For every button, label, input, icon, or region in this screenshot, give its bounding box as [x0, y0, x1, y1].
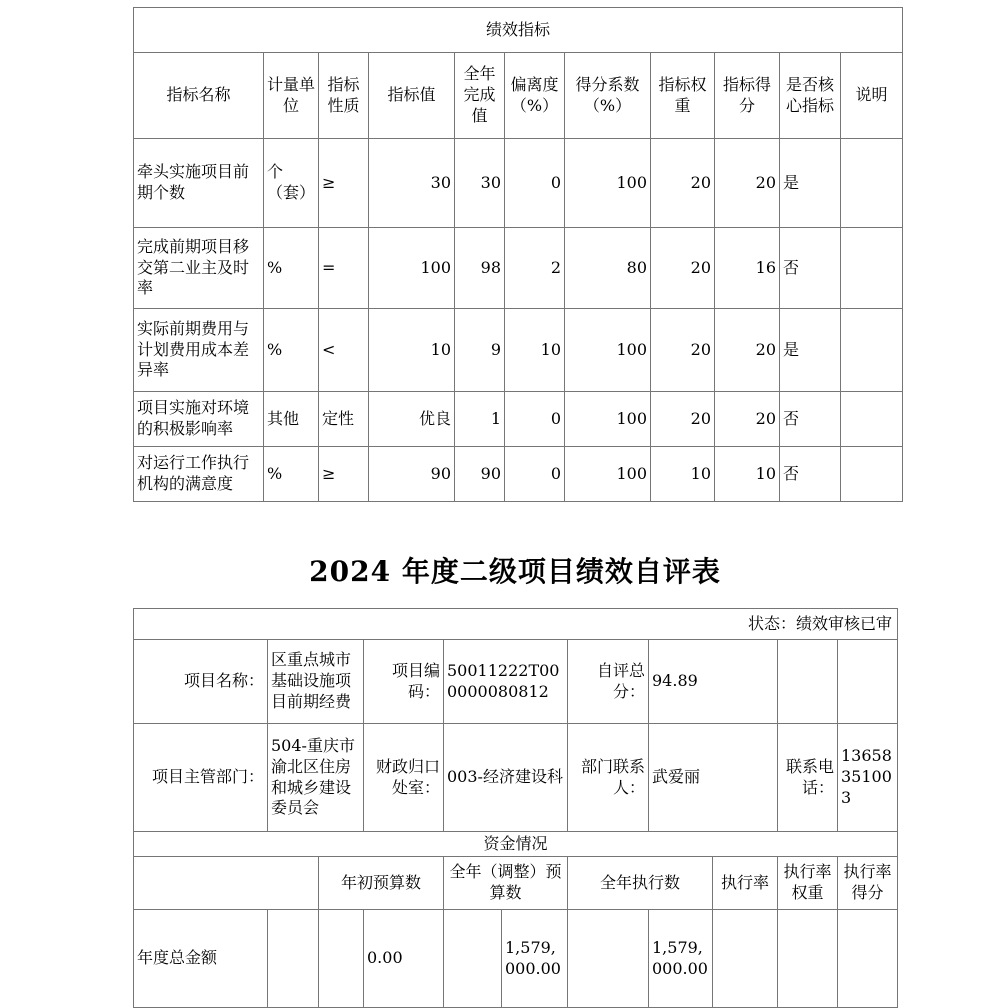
indicator-name-cell: 项目实施对环境的积极影响率 — [134, 392, 264, 447]
indicator-coefficient-cell: 100 — [565, 309, 651, 392]
indicator-core-cell: 是 — [780, 309, 841, 392]
self-score-value: 94.89 — [649, 640, 778, 724]
indicator-nature-cell: ≥ — [319, 447, 369, 502]
funding-header-row — [134, 857, 898, 910]
finance-office-label: 财政归口处室： — [364, 724, 444, 832]
indicator-weight-cell: 20 — [651, 228, 715, 309]
empty-cell — [134, 857, 319, 910]
header-score: 指标得分 — [715, 53, 780, 139]
indicator-weight-cell: 20 — [651, 309, 715, 392]
indicator-row — [134, 392, 903, 447]
header-nature: 指标性质 — [319, 53, 369, 139]
header-weight: 指标权重 — [651, 53, 715, 139]
indicator-name-cell: 完成前期项目移交第二业主及时率 — [134, 228, 264, 309]
indicator-target-cell: 30 — [369, 139, 455, 228]
indicator-section-title: 绩效指标 — [134, 8, 903, 53]
indicator-name-cell: 对运行工作执行机构的满意度 — [134, 447, 264, 502]
indicator-completed-cell: 1 — [455, 392, 505, 447]
indicator-nature-cell: = — [319, 228, 369, 309]
indicator-unit-cell: % — [264, 228, 319, 309]
indicator-unit-cell: 个（套） — [264, 139, 319, 228]
contact-person-label: 部门联系人： — [568, 724, 649, 832]
adjusted-budget-value: 1,579,000.00 — [502, 910, 568, 1008]
empty-cell — [444, 910, 502, 1008]
header-core: 是否核心指标 — [780, 53, 841, 139]
indicator-coefficient-cell: 100 — [565, 139, 651, 228]
indicator-completed-cell: 98 — [455, 228, 505, 309]
indicator-completed-cell: 9 — [455, 309, 505, 392]
header-rate-score: 执行率得分 — [838, 857, 898, 910]
indicator-deviation-cell: 10 — [505, 309, 565, 392]
indicator-note-cell — [841, 309, 903, 392]
project-code-value: 50011222T000000080812 — [444, 640, 568, 724]
rate-weight-value — [778, 910, 838, 1008]
indicator-target-cell: 10 — [369, 309, 455, 392]
indicator-note-cell — [841, 228, 903, 309]
executed-value: 1,579,000.00 — [649, 910, 713, 1008]
department-value: 504-重庆市渝北区住房和城乡建设委员会 — [268, 724, 364, 832]
indicator-note-cell — [841, 447, 903, 502]
page-title: 2024 年度二级项目绩效自评表 — [309, 555, 721, 588]
project-name-label: 项目名称： — [134, 640, 268, 724]
indicator-score-cell: 20 — [715, 392, 780, 447]
initial-budget-value: 0.00 — [364, 910, 444, 1008]
annual-total-label: 年度总金额 — [134, 910, 268, 1008]
indicator-target-cell: 90 — [369, 447, 455, 502]
indicator-core-cell: 是 — [780, 139, 841, 228]
indicator-coefficient-cell: 100 — [565, 392, 651, 447]
contact-person-value: 武爱丽 — [649, 724, 778, 832]
funding-section-title: 资金情况 — [134, 832, 898, 857]
self-score-label: 自评总分： — [568, 640, 649, 724]
header-executed: 全年执行数 — [568, 857, 713, 910]
header-unit: 计量单位 — [264, 53, 319, 139]
indicator-score-cell: 10 — [715, 447, 780, 502]
indicator-target-cell: 优良 — [369, 392, 455, 447]
indicator-completed-cell: 30 — [455, 139, 505, 228]
indicator-nature-cell: 定性 — [319, 392, 369, 447]
department-label: 项目主管部门： — [134, 724, 268, 832]
indicator-weight-cell: 20 — [651, 139, 715, 228]
indicator-completed-cell: 90 — [455, 447, 505, 502]
indicator-table — [133, 7, 903, 502]
header-note: 说明 — [841, 53, 903, 139]
finance-office-value: 003-经济建设科 — [444, 724, 568, 832]
indicator-row — [134, 447, 903, 502]
indicator-nature-cell: < — [319, 309, 369, 392]
header-adjusted-budget: 全年（调整）预算数 — [444, 857, 568, 910]
header-target: 指标值 — [369, 53, 455, 139]
empty-cell — [568, 910, 649, 1008]
indicator-note-cell — [841, 139, 903, 228]
header-coefficient: 得分系数（%） — [565, 53, 651, 139]
execution-rate-value — [713, 910, 778, 1008]
indicator-row — [134, 309, 903, 392]
indicator-weight-cell: 20 — [651, 392, 715, 447]
indicator-core-cell: 否 — [780, 228, 841, 309]
status-badge: 状态：绩效审核已审 — [134, 609, 898, 640]
empty-cell — [778, 640, 838, 724]
indicator-target-cell: 100 — [369, 228, 455, 309]
funding-data-row — [134, 910, 898, 1008]
indicator-unit-cell: 其他 — [264, 392, 319, 447]
indicator-deviation-cell: 0 — [505, 392, 565, 447]
indicator-core-cell: 否 — [780, 447, 841, 502]
indicator-header-row — [134, 53, 903, 139]
empty-cell — [319, 910, 364, 1008]
indicator-name-cell: 牵头实施项目前期个数 — [134, 139, 264, 228]
header-rate-weight: 执行率权重 — [778, 857, 838, 910]
indicator-nature-cell: ≥ — [319, 139, 369, 228]
indicator-coefficient-cell: 80 — [565, 228, 651, 309]
header-completed: 全年完成值 — [455, 53, 505, 139]
phone-label: 联系电话： — [778, 724, 838, 832]
phone-value: 13658351003 — [838, 724, 898, 832]
indicator-unit-cell: % — [264, 447, 319, 502]
header-deviation: 偏离度（%） — [505, 53, 565, 139]
indicator-score-cell: 20 — [715, 309, 780, 392]
header-initial-budget: 年初预算数 — [319, 857, 444, 910]
indicator-deviation-cell: 0 — [505, 447, 565, 502]
indicator-unit-cell: % — [264, 309, 319, 392]
indicator-row — [134, 228, 903, 309]
indicator-weight-cell: 10 — [651, 447, 715, 502]
indicator-note-cell — [841, 392, 903, 447]
empty-cell — [268, 910, 319, 1008]
self-evaluation-table — [133, 608, 898, 1008]
indicator-coefficient-cell: 100 — [565, 447, 651, 502]
empty-cell — [838, 640, 898, 724]
project-info-row — [134, 640, 898, 724]
indicator-deviation-cell: 2 — [505, 228, 565, 309]
indicator-name-cell: 实际前期费用与计划费用成本差异率 — [134, 309, 264, 392]
department-info-row — [134, 724, 898, 832]
indicator-core-cell: 否 — [780, 392, 841, 447]
header-indicator-name: 指标名称 — [134, 53, 264, 139]
indicator-deviation-cell: 0 — [505, 139, 565, 228]
rate-score-value — [838, 910, 898, 1008]
indicator-score-cell: 16 — [715, 228, 780, 309]
indicator-score-cell: 20 — [715, 139, 780, 228]
project-name-value: 区重点城市基础设施项目前期经费 — [268, 640, 364, 724]
indicator-row — [134, 139, 903, 228]
header-execution-rate: 执行率 — [713, 857, 778, 910]
project-code-label: 项目编码： — [364, 640, 444, 724]
